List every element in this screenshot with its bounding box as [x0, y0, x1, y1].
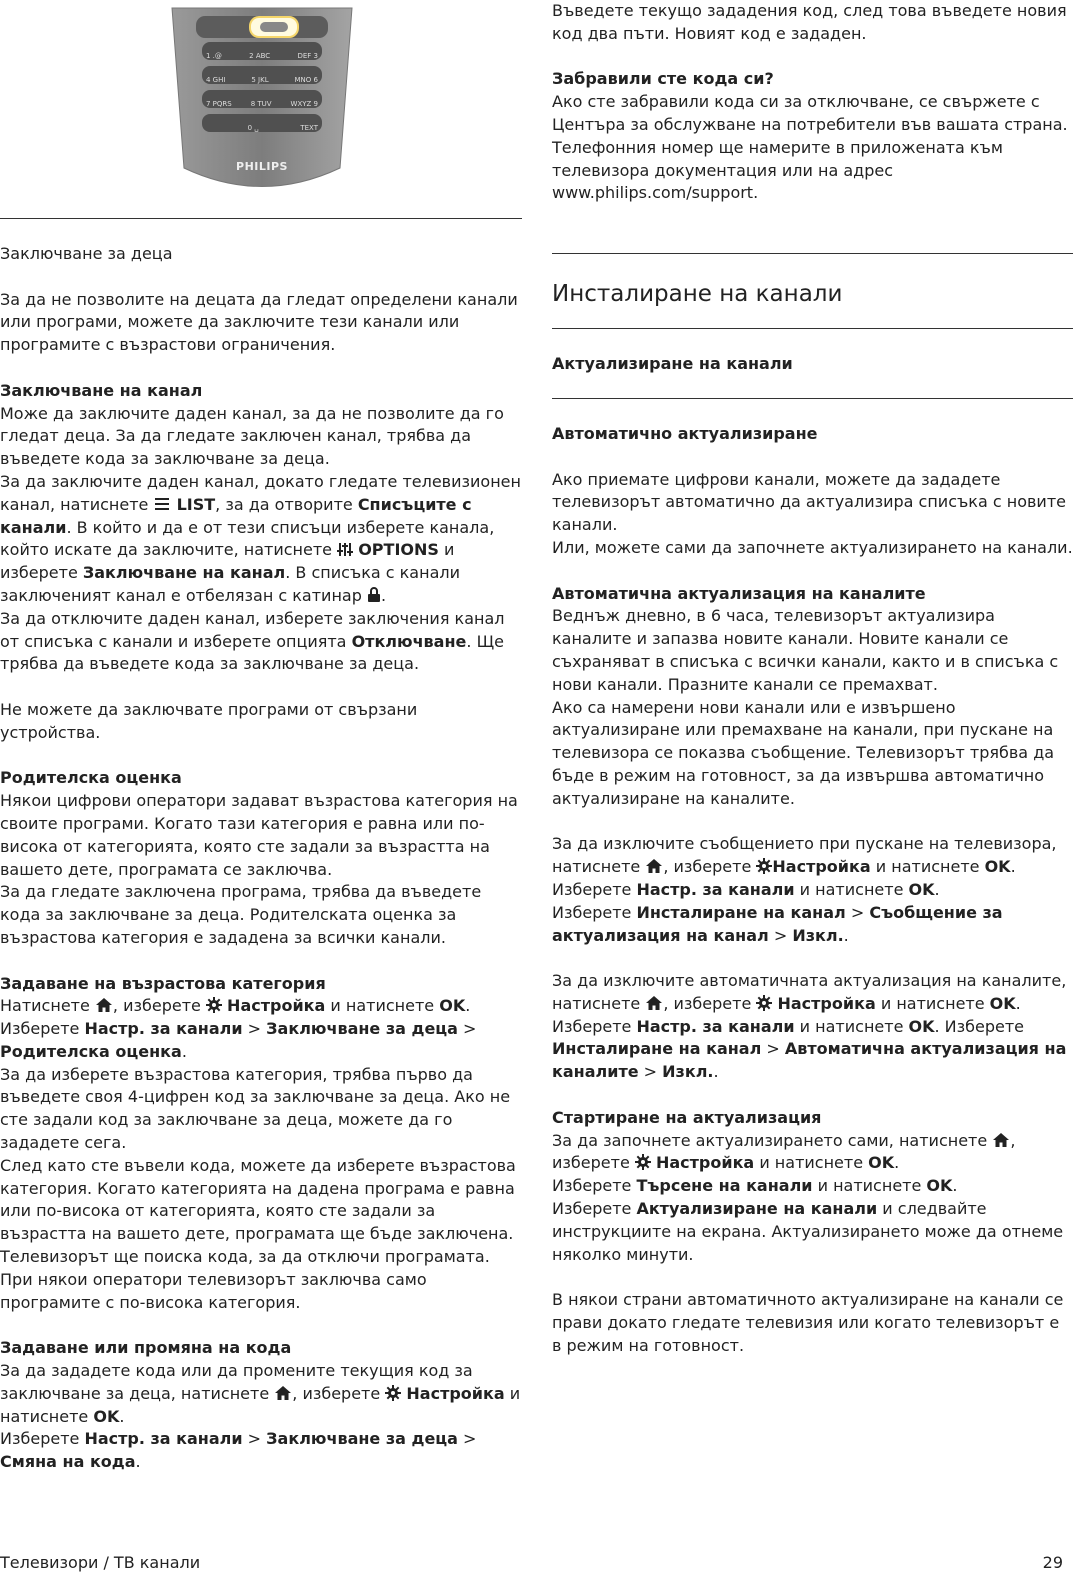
gear-icon	[756, 858, 772, 874]
gear-icon	[385, 1385, 401, 1401]
right-column	[552, 0, 1073, 1358]
auto-update-p2: Или, можете сами да започнете актуализирането на канали.	[552, 537, 1073, 557]
key-5: 5 JKL	[251, 76, 269, 84]
list-icon	[153, 496, 171, 512]
options-icon	[337, 541, 353, 557]
key-1: 1 .@	[206, 52, 222, 60]
rating-p2: За да гледате заключена програма, трябва да въведете кода за заключване за деца. Родителската оценка за възрастова категория е зададена за всички канали.	[0, 882, 482, 947]
key-0: 0 ␣	[247, 124, 259, 132]
gear-icon	[756, 995, 772, 1011]
lock-channel-p3: За да отключите даден канал, изберете заключения канал от списъка с канали и изберете опцията Отключване. Ще трябва да въведете кода за заключване за деца.	[0, 608, 505, 674]
auto-update-p1: Ако приемате цифрови канали, можете да зададете телевизорът автоматично да актуализира списъка с новите канали.	[552, 469, 1066, 535]
key-8: 8 TUV	[250, 100, 272, 108]
home-icon	[645, 995, 663, 1011]
child-lock-intro: За да не позволите на децата да гледат определени канали или програми, можете да заключите тези канали или програмите с възрастови ограничения.	[0, 289, 518, 355]
set-age-p3: След като сте въвели кода, можете да изберете възрастова категория. Когато категорията на дадена програма е равна или по-висока от категорията, която сте задали за възрастта на вашето дете, програмата ще бъде заключена. Телевизорът ще поиска кода, за да отключи програмата. При някои оператори телевизорът заключва само програмите с по-висока категория.	[0, 1155, 516, 1312]
set-age-p1: Натиснете , изберете Настройка и натиснете OK. Изберете Настр. за канали > Заключване за деца > Родителска оценка.	[0, 996, 477, 1061]
disable-message-text: За да изключите съобщението при пускане на телевизора, натиснете , изберете Настройка и натиснете OK. Изберете Настр. за канали и натиснете OK. Изберете Инсталиране на канал > Съобщение за актуализация на канал > Изкл..	[552, 834, 1057, 945]
rating-title: Родителска оценка	[0, 768, 182, 788]
set-code-p1: За да зададете кода или да промените текущия код за заключване за деца, натиснете , изберете Настройка и натиснете OK. Изберете Настр. за канали > Заключване за деца > Смяна на кода.	[0, 1361, 521, 1472]
final-note: В някои страни автоматичното актуализиране на канали се прави докато гледате телевизия или когато телевизорът е в режим на готовност.	[552, 1290, 1064, 1355]
gear-icon	[206, 997, 222, 1013]
lock-channel-p4: Не можете да заключвате програми от свързани устройства.	[0, 699, 418, 742]
rating-p1: Някои цифрови оператори задават възрастова категория на своите програми. Когато тази категория е равна или по-висока от категорията, която сте задали за възрастта на вашето дете, програмата се заключва.	[0, 791, 518, 879]
auto-channel-update-p1: Веднъж дневно, в 6 часа, телевизорът актуализира каналите и запазва новите канали. Новите канали се съхраняват в списъка с всички канали, както и в списъка с нови канали. Празните канали се премахват.	[552, 606, 1059, 694]
remote-keys	[206, 44, 318, 140]
left-column	[0, 0, 522, 1474]
forgot-code-text: Ако сте забравили кода си за отключване, се свържете с Центъра за обслужване на потребители във вашата страна. Телефонния номер ще намерите в приложената към телевизора документация или на адрес www.philips.com/support.	[552, 92, 1068, 203]
remote-control-illustration	[0, 0, 522, 200]
lock-channel-p1: Може да заключите даден канал, за да не позволите да го гледат деца. За да гледате заключен канал, трябва да въведете кода за заключване за деца.	[0, 403, 504, 469]
set-age-title: Задаване на възрастова категория	[0, 973, 326, 993]
key-9: WXYZ 9	[290, 100, 318, 108]
home-icon	[992, 1132, 1010, 1148]
lock-channel-p2: За да заключите даден канал, докато гледате телевизионен канал, натиснете LIST, за да отворите Списъците с канали. В който и да е от тези списъци изберете канала, който искате да заключите, натиснете OPTIONS и изберете Заключване на канал. В списъка с канали заключеният канал е отбелязан с катинар .	[0, 471, 521, 605]
home-icon	[274, 1385, 292, 1401]
home-icon	[645, 858, 663, 874]
section-title: Инсталиране на канали	[552, 281, 843, 308]
start-update-text: За да започнете актуализирането сами, натиснете , изберете Настройка и натиснете OK. Изберете Търсене на канали и натиснете OK. Изберете Актуализиране на канали и следвайте инструкциите на екрана. Актуализирането може да отнеме няколко минути.	[552, 1130, 1064, 1264]
set-code-title: Задаване или промяна на кода	[0, 1338, 292, 1358]
lock-channel-title: Заключване на канал	[0, 380, 203, 400]
home-icon	[95, 997, 113, 1013]
auto-channel-update-title: Автоматична актуализация на каналите	[552, 583, 926, 603]
update-channels-title: Актуализиране на канали	[552, 354, 793, 374]
child-lock-heading: Заключване за деца	[0, 244, 173, 263]
code-entry-text: Въведете текущо зададения код, след това въведете новия код два пъти. Новият код е зададен.	[552, 1, 1067, 43]
key-2: 2 ABC	[249, 52, 271, 60]
set-age-p2: За да изберете възрастова категория, трябва първо да въведете своя 4-цифрен код за заключване за деца. Ако не сте задали код за заключване за деца, можете да го зададете сега.	[0, 1064, 511, 1153]
key-3: DEF 3	[297, 52, 318, 60]
auto-update-title: Автоматично актуализиране	[552, 423, 818, 443]
footer-breadcrumb: Телевизори / ТВ канали	[0, 1553, 201, 1572]
key-4: 4 GHI	[206, 76, 226, 84]
disable-auto-update-text: За да изключите автоматичната актуализация на каналите, натиснете , изберете Настройка и натиснете OK. Изберете Настр. за канали и натиснете OK. Изберете Инсталиране на канал > Автоматична актуализация на каналите > Изкл..	[552, 971, 1067, 1082]
remote-brand-logo: PHILIPS	[236, 160, 288, 173]
auto-channel-update-p2: Ако са намерени нови канали или е извършено актуализиране или премахване на канали, при пускане на телевизора се показва съобщение. Телевизорът трябва да бъде в режим на готовност, за да извършва автоматично актуализиране на каналите.	[552, 697, 1055, 808]
start-update-title: Стартиране на актуализация	[552, 1107, 822, 1127]
key-text: TEXT	[300, 124, 318, 132]
key-6: MNO 6	[294, 76, 318, 84]
key-7: 7 PQRS	[206, 100, 232, 108]
padlock-icon	[367, 586, 381, 603]
page-number: 29	[1042, 1553, 1063, 1572]
forgot-code-title: Забравили сте кода си?	[552, 69, 774, 89]
gear-icon	[635, 1154, 651, 1170]
